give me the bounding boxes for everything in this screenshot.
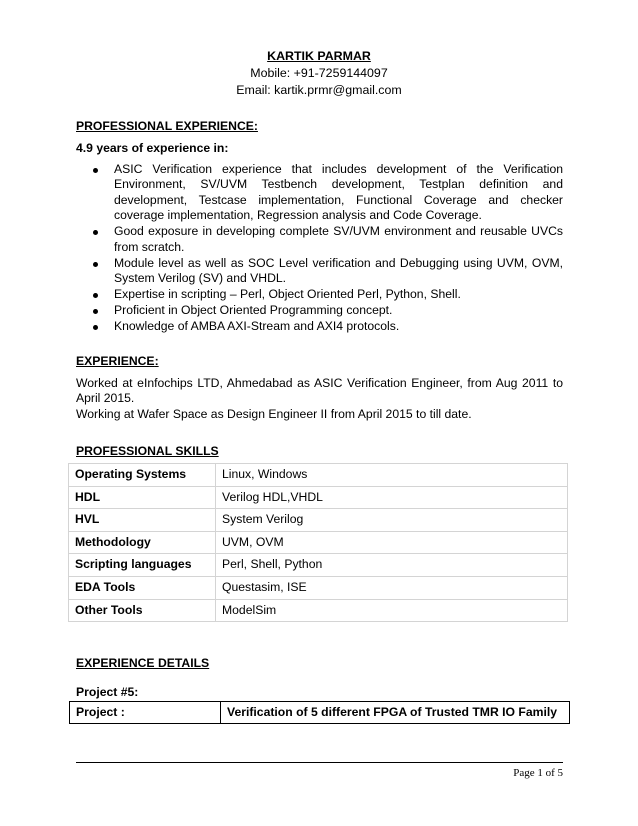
email-address: Email: kartik.prmr@gmail.com: [236, 83, 402, 97]
skills-table: [68, 463, 568, 622]
project-key: Project :: [70, 702, 221, 724]
project-number-label: Project #5:: [76, 685, 139, 699]
skill-value: Verilog HDL,VHDL: [216, 486, 568, 509]
skill-value: UVM, OVM: [216, 531, 568, 554]
bullet-icon: [93, 309, 98, 314]
list-item: ASIC Verification experience that includes development of the Verification Environment, SV/UVM Testbench development, Testplan definition and development, Testcase implementation, Functional Coverage and checker coverage implementation, Regression analysis and Code Coverage.: [76, 162, 563, 224]
skill-value: Perl, Shell, Python: [216, 554, 568, 577]
experience-paragraph: [76, 376, 563, 422]
bullet-icon: [93, 168, 98, 173]
experience-bullet-list: [76, 162, 563, 335]
bullet-icon: [93, 262, 98, 267]
list-item: Expertise in scripting – Perl, Object Oriented Perl, Python, Shell.: [76, 287, 563, 302]
project-table: [69, 701, 570, 724]
resume-header: [0, 48, 638, 99]
skill-category: HVL: [69, 509, 216, 532]
table-row: [69, 599, 568, 622]
table-row: [70, 702, 570, 724]
bullet-icon: [93, 230, 98, 235]
list-item: Proficient in Object Oriented Programming concept.: [76, 303, 563, 318]
table-row: [69, 509, 568, 532]
table-row: [69, 531, 568, 554]
candidate-name: KARTIK PARMAR: [267, 49, 371, 63]
footer-divider: [76, 762, 563, 763]
page-number: Page 1 of 5: [513, 767, 563, 779]
experience-line-2: Working at Wafer Space as Design Engineer II from April 2015 to till date.: [76, 406, 472, 421]
skill-category: Operating Systems: [69, 464, 216, 487]
table-row: [69, 554, 568, 577]
experience-details-heading: EXPERIENCE DETAILS: [76, 656, 210, 670]
table-row: [69, 486, 568, 509]
list-item: Knowledge of AMBA AXI-Stream and AXI4 protocols.: [76, 319, 563, 334]
skill-value: System Verilog: [216, 509, 568, 532]
bullet-icon: [93, 325, 98, 330]
skill-category: Other Tools: [69, 599, 216, 622]
list-item: Good exposure in developing complete SV/UVM environment and reusable UVCs from scratch.: [76, 224, 563, 255]
skill-category: Scripting languages: [69, 554, 216, 577]
professional-experience-heading: PROFESSIONAL EXPERIENCE:: [76, 119, 258, 133]
years-experience-subheading: 4.9 years of experience in:: [76, 141, 229, 155]
experience-line-1: Worked at eInfochips LTD, Ahmedabad as ASIC Verification Engineer, from Aug 2011 to April 2015.: [76, 376, 563, 406]
skill-category: HDL: [69, 486, 216, 509]
skill-category: Methodology: [69, 531, 216, 554]
experience-heading: EXPERIENCE:: [76, 354, 159, 368]
table-row: [69, 576, 568, 599]
table-row: [69, 464, 568, 487]
skill-value: Questasim, ISE: [216, 576, 568, 599]
skill-value: Linux, Windows: [216, 464, 568, 487]
professional-skills-heading: PROFESSIONAL SKILLS: [76, 444, 219, 458]
skill-category: EDA Tools: [69, 576, 216, 599]
skill-value: ModelSim: [216, 599, 568, 622]
project-title: Verification of 5 different FPGA of Trusted TMR IO Family: [221, 702, 570, 724]
list-item: Module level as well as SOC Level verification and Debugging using UVM, OVM, System Verilog (SV) and VHDL.: [76, 256, 563, 287]
mobile-number: Mobile: +91-7259144097: [250, 66, 388, 80]
bullet-icon: [93, 293, 98, 298]
